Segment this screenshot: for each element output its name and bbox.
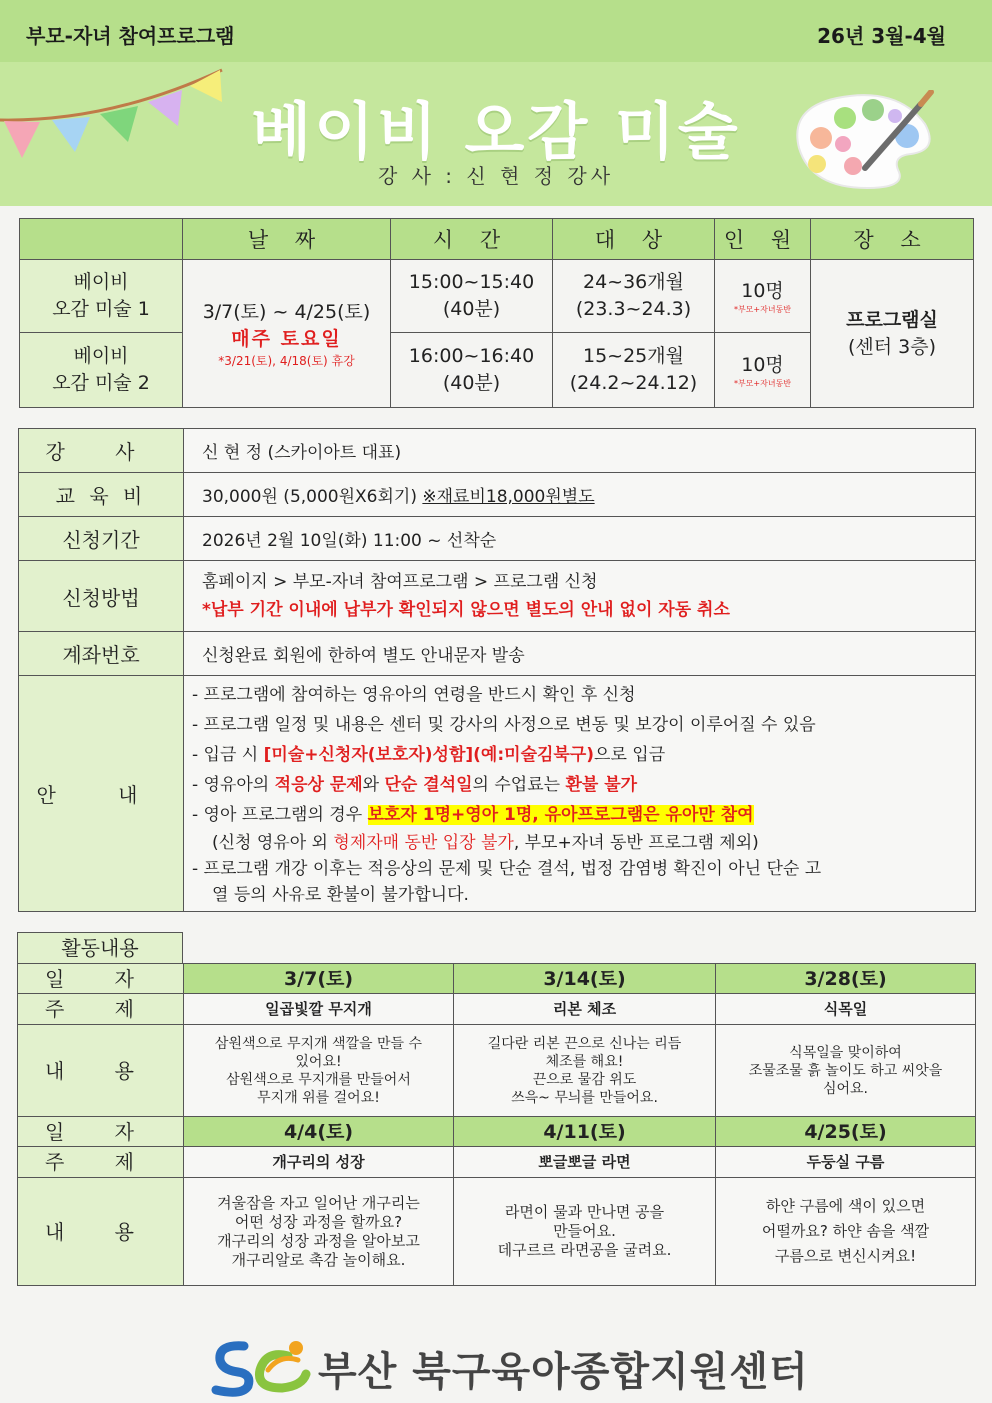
place-detail: (센터 3층): [847, 335, 936, 358]
fee-value: 30,000원 (5,000원X6회기) ※재료비18,000원별도: [184, 473, 976, 517]
activity-date-row: [18, 1117, 976, 1147]
period-label: 신청기간: [19, 517, 184, 561]
notice-list: [184, 676, 976, 912]
page-title: 베이비 오감 미술: [251, 95, 741, 168]
content-label: 내 용: [18, 1178, 184, 1286]
activity-date: 4/11(토): [454, 1117, 716, 1147]
period-value: 2026년 2월 10일(화) 11:00 ~ 선착순: [184, 517, 976, 561]
notice-item-continued: 열 등의 사유로 환불이 불가합니다.: [212, 884, 469, 905]
footer: [0, 1330, 992, 1400]
activity-content: 겨울잠을 자고 일어난 개구리는 어떤 성장 과정을 할까요? 개구리의 성장 과정을 알아보고 개구리알로 촉감 놀이해요.: [184, 1178, 454, 1286]
blank-header-cell: [20, 219, 183, 260]
activity-topic: 개구리의 성장: [184, 1147, 454, 1178]
account-label: 계좌번호: [19, 632, 184, 676]
method-value: 홈페이지 > 부모-자녀 참여프로그램 > 프로그램 신청 *납부 기간 이내에 납부가 확인되지 않으면 별도의 안내 없이 자동 취소: [184, 561, 976, 632]
activity-content: 라면이 물과 만나면 공을 만들어요. 데구르르 라면공을 굴려요.: [454, 1178, 716, 1286]
activity-content: 식목일을 맞이하여 조물조물 흙 놀이도 하고 씨앗을 심어요.: [716, 1025, 976, 1117]
activity-content: 삼원색으로 무지개 색깔을 만들 수 있어요! 삼원색으로 무지개를 만들어서 무지개 위를 걸어요!: [184, 1025, 454, 1117]
info-row-method: [19, 561, 976, 632]
schedule-header-row: [20, 219, 974, 260]
holiday-note: *3/21(토), 4/18(토) 휴강: [218, 353, 355, 368]
header-time: 시 간: [391, 219, 553, 260]
notice-label: 안 내: [19, 676, 184, 912]
header-date: 날 짜: [183, 219, 391, 260]
payment-warning: *납부 기간 이내에 납부가 확인되지 않으면 별도의 안내 없이 자동 취소: [202, 600, 730, 620]
activity-topic-row: [18, 1147, 976, 1178]
method-label: 신청방법: [19, 561, 184, 632]
notice-item: - 영유아의 적응상 문제와 단순 결석일의 수업료는 환불 불가: [192, 774, 638, 795]
topic-label: 주 제: [18, 994, 184, 1025]
activity-date: 4/4(토): [184, 1117, 454, 1147]
material-fee-note: ※재료비18,000원별도: [422, 487, 595, 507]
info-table: [18, 428, 976, 912]
activity-content: 하얀 구름에 색이 있으면 어떨까요? 하얀 솜을 색깔 구름으로 변신시켜요!: [716, 1178, 976, 1286]
activity-date-row: [18, 964, 976, 994]
activities-table: [17, 963, 976, 1286]
notice-item: - 입금 시 [미술+신청자(보호자)성함](예:미술김북구)으로 입금: [192, 744, 666, 765]
content-label: 내 용: [18, 1025, 184, 1117]
header-capacity: 인 원: [715, 219, 811, 260]
header-target: 대 상: [553, 219, 715, 260]
activity-topic: 리본 체조: [454, 994, 716, 1025]
weekly-schedule: 매주 토요일: [231, 327, 342, 350]
account-value: 신청완료 회원에 한하여 별도 안내문자 발송: [184, 632, 976, 676]
capacity-cell-1: 10명 *부모+자녀동반: [715, 260, 811, 333]
activity-content: 길다란 리본 끈으로 신나는 리듬 체조를 해요! 끈으로 물감 위도 쓰윽~ 무늬를 만들어요.: [454, 1025, 716, 1117]
topic-label: 주 제: [18, 1147, 184, 1178]
place-cell: [811, 260, 974, 408]
program-category: 부모-자녀 참여프로그램: [26, 24, 235, 48]
date-label: 일 자: [18, 964, 184, 994]
header-place: 장 소: [811, 219, 974, 260]
capacity-cell-2: 10명 *부모+자녀동반: [715, 333, 811, 408]
instructor-value: 신 현 정 (스카이아트 대표): [184, 429, 976, 473]
info-row-period: [19, 517, 976, 561]
notice-item: - 프로그램에 참여하는 영유아의 연령을 반드시 확인 후 신청: [192, 684, 636, 705]
info-row-instructor: [19, 429, 976, 473]
time-cell-2: 16:00~16:40 (40분): [391, 333, 553, 408]
notice-item-continued: (신청 영유아 외 형제자매 동반 입장 불가, 부모+자녀 동반 프로그램 제외): [212, 832, 759, 853]
info-row-notice: [19, 676, 976, 912]
center-name: 부산 북구육아종합지원센터: [318, 1349, 809, 1395]
info-row-account: [19, 632, 976, 676]
instructor-label: 강 사: [19, 429, 184, 473]
activity-date: 4/25(토): [716, 1117, 976, 1147]
activity-topic: 두둥실 구름: [716, 1147, 976, 1178]
palette-icon: [787, 90, 937, 190]
program-name-1: 베이비 오감 미술 1: [20, 260, 183, 333]
hero-banner: [0, 62, 992, 206]
top-bar: [0, 0, 992, 62]
activities-heading: 활동내용: [17, 932, 183, 964]
instructor-subtitle: 강 사 : 신 현 정 강사: [377, 164, 615, 188]
activity-topic: 식목일: [716, 994, 976, 1025]
activity-date: 3/28(토): [716, 964, 976, 994]
date-cell: [183, 260, 391, 408]
activity-topic-row: [18, 994, 976, 1025]
info-row-fee: [19, 473, 976, 517]
activity-topic: 뽀글뽀글 라면: [454, 1147, 716, 1178]
program-period: 26년 3월-4월: [817, 24, 946, 48]
center-logo-icon: [210, 1336, 314, 1398]
notice-item: - 프로그램 개강 이후는 적응상의 문제 및 단순 결석, 법정 감염병 확진이 아닌 단순 고: [192, 858, 822, 879]
date-label: 일 자: [18, 1117, 184, 1147]
date-range: 3/7(토) ~ 4/25(토): [202, 300, 371, 323]
activity-content-row: [18, 1025, 976, 1117]
activity-topic: 일곱빛깔 무지개: [184, 994, 454, 1025]
target-cell-1: 24~36개월 (23.3~24.3): [553, 260, 715, 333]
activity-date: 3/7(토): [184, 964, 454, 994]
place-name: 프로그램실: [846, 308, 938, 331]
target-cell-2: 15~25개월 (24.2~24.12): [553, 333, 715, 408]
schedule-row: [20, 260, 974, 333]
fee-label: 교 육 비: [19, 473, 184, 517]
program-name-2: 베이비 오감 미술 2: [20, 333, 183, 408]
notice-item: - 영아 프로그램의 경우 보호자 1명+영아 1명, 유아프로그램은 유아만 참여: [192, 804, 754, 825]
activity-content-row: [18, 1178, 976, 1286]
notice-item: - 프로그램 일정 및 내용은 센터 및 강사의 사정으로 변동 및 보강이 이루어질 수 있음: [192, 714, 816, 735]
time-cell-1: 15:00~15:40 (40분): [391, 260, 553, 333]
highlighted-notice: 보호자 1명+영아 1명, 유아프로그램은 유아만 참여: [367, 804, 754, 825]
activity-date: 3/14(토): [454, 964, 716, 994]
schedule-table: [19, 218, 974, 408]
